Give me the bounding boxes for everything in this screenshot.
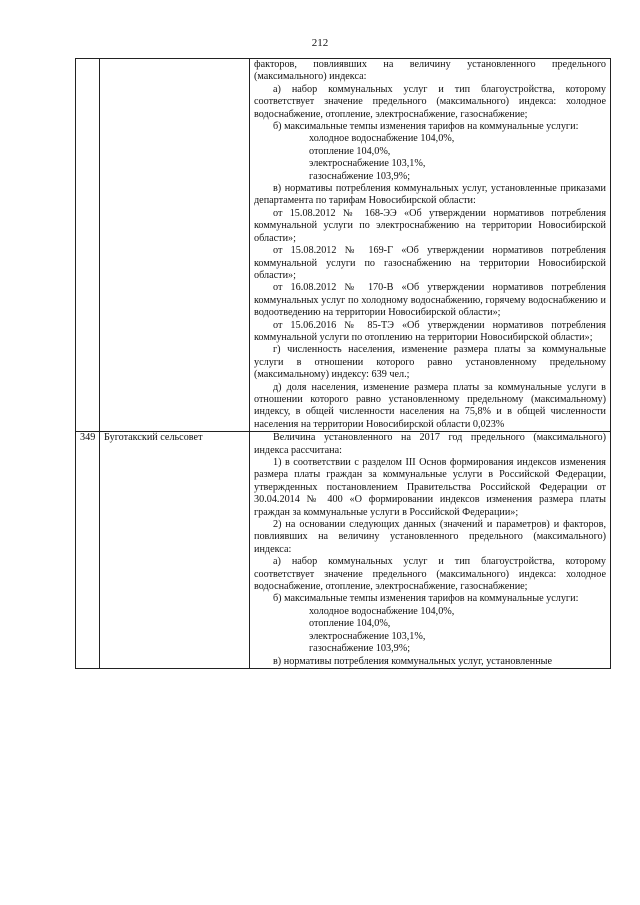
paragraph: газоснабжение 103,9%; xyxy=(309,170,411,182)
paragraph: холодное водоснабжение 104,0%, xyxy=(309,133,455,145)
paragraph: 1) в соответствии с разделом III Основ формирования индексов изменения размера платы граждан за коммунальные услуги в Российской Федерации, утвержденных постановлением Правительства Российской Федерации от 30.04.2014 № 400 «О формировании индексов изменения размера платы граждан за коммунальные услуги в Российской Федерации»; xyxy=(254,457,606,518)
row-number-cell: 349 xyxy=(76,432,100,669)
paragraph: от 15.06.2016 № 85-ТЭ «Об утверждении нормативов потребления коммунальной услуги по отоплению на территории Новосибирской области»; xyxy=(254,319,606,343)
page-number: 212 xyxy=(311,37,329,49)
regulation-table xyxy=(75,58,611,669)
paragraph: от 15.08.2012 № 169-Г «Об утверждении нормативов потребления коммунальной услуги по газоснабжению на территории Новосибирской области»; xyxy=(254,245,606,281)
paragraph: д) доля населения, изменение размера платы за коммунальные услуги в отношении которого равно установленному предельному (максимальному) индексу, в общей численности населения на 75,8% и в общей численности населения на территории Новосибирской области 0,023% xyxy=(254,381,606,430)
paragraph: газоснабжение 103,9%; xyxy=(309,643,411,655)
table-row xyxy=(76,432,611,669)
paragraph: в) нормативы потребления коммунальных услуг, установленные xyxy=(273,655,553,667)
paragraph: б) максимальные темпы изменения тарифов на коммунальные услуги: xyxy=(273,121,579,133)
paragraph: а) набор коммунальных услуг и тип благоустройства, которому соответствует значение предельного (максимального) индекса: холодное водоснабжение, отопление, электроснабжение, газоснабжение; xyxy=(254,556,606,593)
index-description-cell xyxy=(250,59,611,432)
row-number-cell xyxy=(76,59,100,432)
municipality-name-cell: Буготакский сельсовет xyxy=(100,432,250,669)
paragraph: от 16.08.2012 № 170-В «Об утверждении нормативов потребления коммунальных услуг по холодному водоснабжению, горячему водоснабжению и водоотведению на территории Новосибирской области»; xyxy=(254,282,606,319)
paragraph: от 15.08.2012 № 168-ЭЭ «Об утверждении нормативов потребления коммунальной услуги по электроснабжению на территории Новосибирской области»; xyxy=(254,207,606,244)
paragraph: б) максимальные темпы изменения тарифов на коммунальные услуги: xyxy=(273,593,579,605)
index-description-cell xyxy=(250,432,611,669)
paragraph: факторов, повлиявших на величину установленного предельного (максимального) индекса: xyxy=(254,59,606,83)
paragraph: отопление 104,0%, xyxy=(309,618,391,630)
paragraph: электроснабжение 103,1%, xyxy=(309,158,426,170)
paragraph: электроснабжение 103,1%, xyxy=(309,630,426,642)
paragraph: отопление 104,0%, xyxy=(309,145,391,157)
paragraph: холодное водоснабжение 104,0%, xyxy=(309,605,455,617)
paragraph: в) нормативы потребления коммунальных услуг, установленные приказами департамента по тарифам Новосибирской области: xyxy=(254,183,606,207)
paragraph: 2) на основании следующих данных (значений и параметров) и факторов, повлиявших на величину установленного предельного (максимального) индекса: xyxy=(254,519,606,555)
table-body xyxy=(76,59,611,669)
paragraph: Величина установленного на 2017 год предельного (максимального) индекса рассчитана: xyxy=(254,432,606,456)
municipality-name-cell xyxy=(100,59,250,432)
paragraph: а) набор коммунальных услуг и тип благоустройства, которому соответствует значение предельного (максимального) индекса: холодное водоснабжение, отопление, электроснабжение, газоснабжение; xyxy=(254,83,606,120)
table-row xyxy=(76,59,611,432)
paragraph: г) численность населения, изменение размера платы за коммунальные услуги в отношении которого равно установленному предельному (максимальному) индексу: 639 чел.; xyxy=(254,344,606,381)
